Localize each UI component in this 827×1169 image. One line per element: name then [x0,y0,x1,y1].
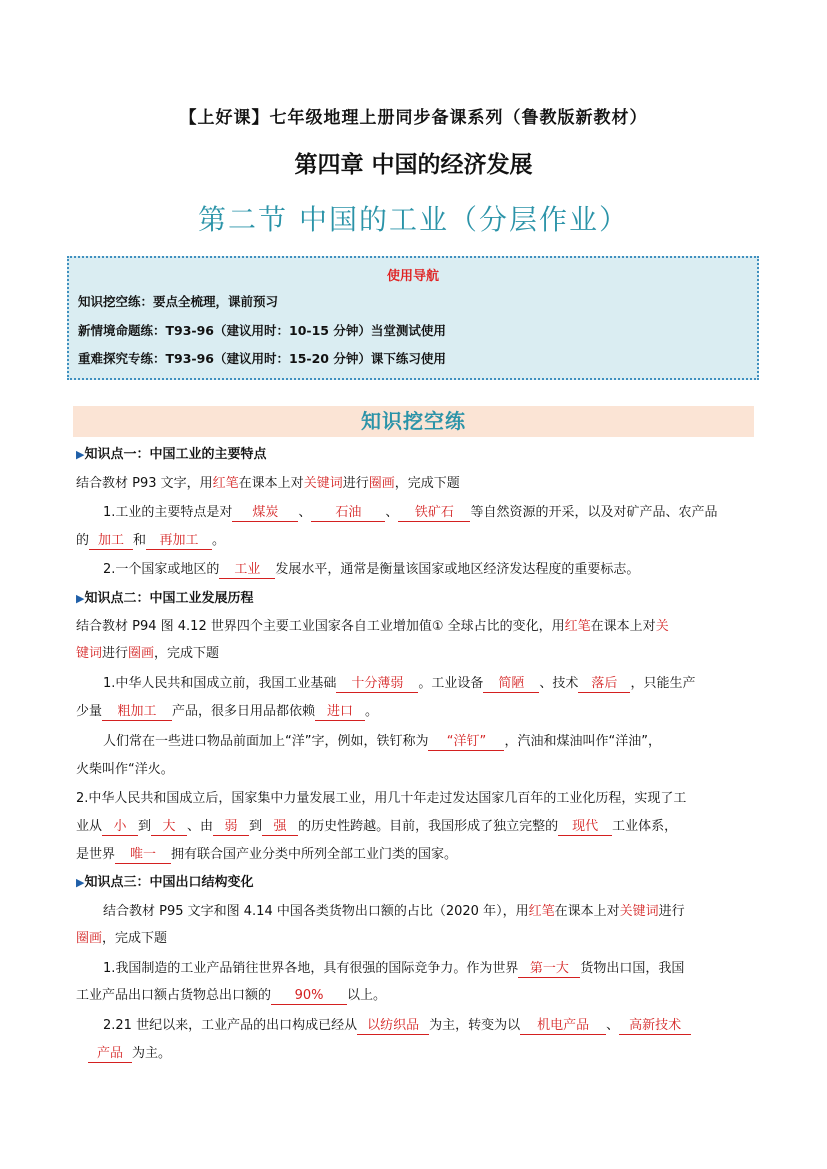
text: 、技术 [539,676,579,691]
text: 在课本上对 [590,619,656,634]
series-title: 【上好课】七年级地理上册同步备课系列（鲁教版新教材） [179,108,648,128]
usage-guide-line: 重难探究专练：T93-96（建议用时：15-20 分钟）课下练习使用 [78,351,446,366]
text: 在课本上对 [238,476,304,491]
keyword-red: 关键词 [303,476,343,491]
text: 结合教材 P94 图 4.12 世界四个主要工业国家各自工业增加值① 全球占比的变化，用 [76,619,565,634]
chapter-title: 第四章 中国的经济发展 [294,152,533,178]
kp2-q1b-line2: 火柴叫作“洋火。 [76,762,174,777]
text: 产品，很多日用品都依赖 [172,704,316,719]
section-title: 第二节 中国的工业（分层作业） [198,203,629,236]
kp2-q1-line2 [76,703,378,721]
kp2-q2-line1: 2.中华人民共和国成立后，国家集中力量发展工业，用几十年走过发达国家几百年的工业化历程，实现了工 [76,791,687,806]
keyword-red: 关 [655,619,669,634]
text: 、 [606,1018,620,1033]
text: 2.21 世纪以来，工业产品的出口构成已经从 [103,1018,358,1033]
answer-blank: 产品 [88,1046,132,1063]
answer-blank: 煤炭 [232,505,298,522]
knowledge-point-title-text: 知识点三：中国出口结构变化 [84,875,254,890]
answer-blank: 粗加工 [102,704,172,721]
text: 业从 [76,819,103,834]
text: 等自然资源的开采，以及对矿产品、农产品 [470,505,718,520]
knowledge-point-2-title [76,590,253,608]
text: ，汽油和煤油叫作“洋油”， [504,734,661,749]
answer-blank: 现代 [558,819,612,836]
text: ，完成下题 [102,931,168,946]
text: 1.中华人民共和国成立前，我国工业基础 [103,676,337,691]
keyword-red: 键词 [76,646,103,661]
text: ，只能生产 [630,676,696,691]
section-banner: 知识挖空练 [73,406,754,437]
answer-blank: 弱 [213,819,249,836]
answer-blank: 唯一 [115,847,171,864]
answer-blank: 强 [262,819,298,836]
text: 货物出口国，我国 [580,961,685,976]
text: 到 [138,819,152,834]
text: 。 [365,704,379,719]
kp1-q1-line1 [103,504,717,522]
kp3-intro-line2 [76,930,167,948]
text: 结合教材 P95 文字和图 4.14 中国各类货物出口额的占比（2020 年），用 [103,904,529,919]
answer-blank: 第一大 [518,961,580,978]
kp3-q1-line2 [76,987,386,1005]
kp2-q1-line1 [103,675,695,693]
text: 进行 [102,646,129,661]
kp1-intro [76,475,460,493]
kp3-q1-line1 [103,960,684,978]
text: 的 [76,533,90,548]
text: ，完成下题 [394,476,460,491]
triangle-bullet-icon: ▶ [76,592,85,605]
text: 、 [385,505,399,520]
answer-blank: 进口 [315,704,365,721]
kp2-q2-line3 [76,846,457,864]
text: 为主，转变为以 [429,1018,521,1033]
usage-guide-title: 使用导航 [386,269,439,284]
keyword-red: 红笔 [564,619,591,634]
text: 工业产品出口额占货物总出口额的 [76,988,272,1003]
text: 1.我国制造的工业产品销往世界各地，具有很强的国际竞争力。作为世界 [103,961,519,976]
text: 进行 [658,904,685,919]
keyword-red: 圈画 [128,646,155,661]
answer-blank: 落后 [578,676,630,693]
text: 为主。 [132,1046,172,1061]
text: 、由 [187,819,214,834]
answer-blank: 机电产品 [520,1018,606,1035]
text: 以上。 [347,988,387,1003]
answer-blank: 以纺织品 [357,1018,429,1035]
answer-blank: 再加工 [146,533,212,550]
answer-blank: 大 [151,819,187,836]
knowledge-point-1-title [76,446,266,464]
text: 和 [133,533,147,548]
keyword-red: 圈画 [368,476,395,491]
text: 、 [298,505,312,520]
text: 在课本上对 [554,904,620,919]
text: 是世界 [76,847,116,862]
keyword-red: 圈画 [76,931,103,946]
kp2-intro-line1 [76,618,669,636]
keyword-red: 红笔 [528,904,555,919]
kp2-q2-line2 [76,818,677,836]
triangle-bullet-icon: ▶ [76,448,85,461]
text: 到 [249,819,263,834]
usage-guide-line: 新情境命题练：T93-96（建议用时：10-15 分钟）当堂测试使用 [78,323,446,338]
kp1-q2 [103,561,639,579]
answer-blank: 十分薄弱 [336,676,418,693]
text: 人们常在一些进口物品前面加上“洋”字，例如，铁钉称为 [103,734,429,749]
text: ，完成下题 [154,646,220,661]
kp2-q1b-line1 [103,733,661,751]
answer-blank: 加工 [89,533,133,550]
text: 结合教材 P93 文字，用 [76,476,213,491]
knowledge-point-3-title [76,874,253,892]
answer-blank: 90% [271,988,347,1005]
knowledge-point-title-text: 知识点一：中国工业的主要特点 [84,447,267,462]
answer-blank: 石油 [311,505,385,522]
text: 发展水平，通常是衡量该国家或地区经济发达程度的重要标志。 [275,562,640,577]
kp3-q2-line2 [88,1045,171,1063]
text: 进行 [342,476,369,491]
text: 少量 [76,704,103,719]
text: 1.工业的主要特点是对 [103,505,233,520]
kp3-q2-line1 [103,1017,691,1035]
answer-blank: “洋钉” [428,734,504,751]
keyword-red: 关键词 [619,904,659,919]
text: 拥有联合国产业分类中所列全部工业门类的国家。 [171,847,458,862]
answer-blank: 小 [102,819,138,836]
keyword-red: 红笔 [212,476,239,491]
kp3-intro-line1 [103,903,685,921]
text: 2.一个国家或地区的 [103,562,220,577]
answer-blank: 工业 [219,562,275,579]
kp1-q1-line2 [76,532,225,550]
text: 。工业设备 [418,676,484,691]
answer-blank: 高新技术 [619,1018,691,1035]
usage-guide-box [67,256,759,380]
kp2-intro-line2 [76,645,219,663]
text: 的历史性跨越。目前，我国形成了独立完整的 [298,819,559,834]
text: 。 [212,533,226,548]
text: 工业体系， [612,819,678,834]
triangle-bullet-icon: ▶ [76,876,85,889]
knowledge-point-title-text: 知识点二：中国工业发展历程 [84,591,254,606]
answer-blank: 铁矿石 [398,505,470,522]
usage-guide-line: 知识挖空练：要点全梳理，课前预习 [78,294,279,309]
answer-blank: 简陋 [483,676,539,693]
